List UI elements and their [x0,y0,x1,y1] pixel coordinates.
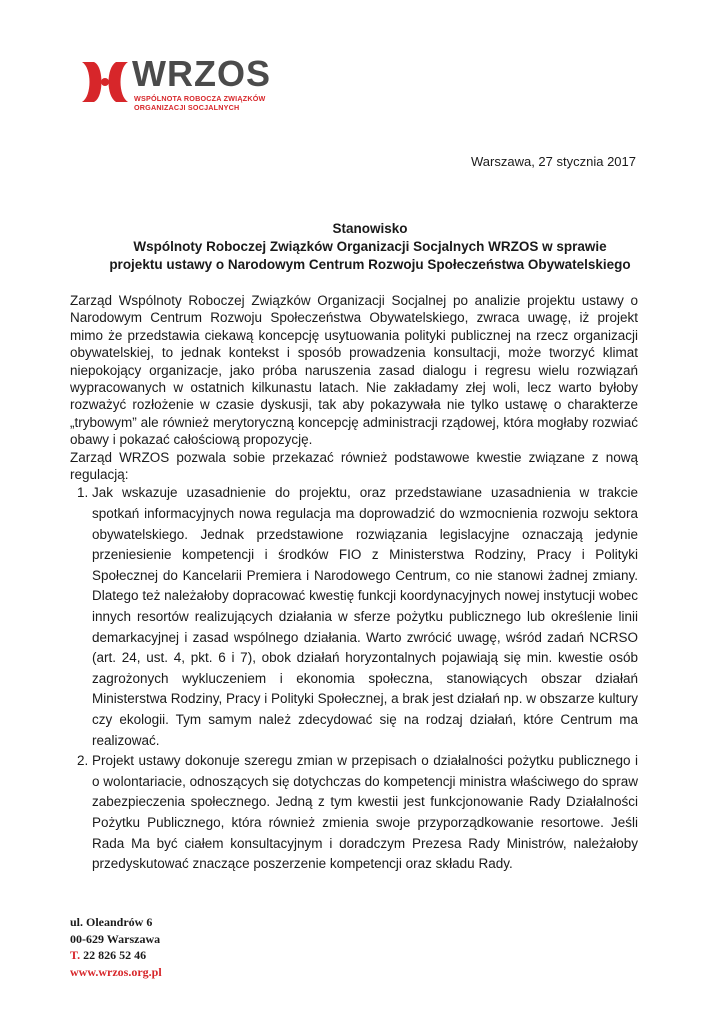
footer-address [70,914,162,980]
logo-word: WRZOS [132,53,271,94]
title-line-2: Wspólnoty Roboczej Związków Organizacji Socjalnych WRZOS w sprawie [133,239,607,254]
date-line: Warszawa, 27 stycznia 2017 [471,154,636,169]
wrzos-logo [78,53,271,116]
footer-street: ul. Oleandrów 6 [70,915,153,929]
footer-phone-line [70,947,162,964]
document-title [60,220,680,274]
footer-website-link[interactable]: www.wrzos.org.pl [70,964,162,979]
title-line-1: Stanowisko [332,221,408,236]
numbered-list [70,483,638,874]
wrzos-emblem-icon [78,56,130,108]
list-item: 2. Projekt ustawy dokonuje szeregu zmian w przepisach o działalności pożytku publicznego i o wolontariacie, odnoszących się dotychczas do kompetencji ministra właściwego do spraw zabezpieczenia społecznego. Jedną z tym kwestii jest funkcjonowanie Rady Działalności Pożytku Publicznego, która również zmienia swoje przyporządkowanie resortowe. Jeśli Rada Ma być ciałem konsultacyjnym i doradczym Prezesa Rady Ministrów, należałoby przedyskutować znaczące poszerzenie kompetencji oraz składu Rady. [92,751,638,875]
document-body [70,292,638,875]
list-item: 1. Jak wskazuje uzasadnienie do projektu, oraz przedstawiane uzasadnienia w trakcie spotkań informacyjnych nowa regulacja ma doprowadzić do wzmocnienia rozwoju sektora obywatelskiego. Jednak przedstawione rozwiązania legislacyjne oznaczają jedynie przeniesienie kompetencji i środków FIO z Ministerstwa Rodziny, Pracy i Polityki Społecznej do Kancelarii Premiera i Narodowego Centrum, co nie stanowi żadnej zmiany. Dlatego też należałoby dopracować kwestię funkcji koordynacyjnych nowej instytucji wobec innych resortów realizujących działania w sferze pożytku publicznego lub określenie linii demarkacyjnej i zasad wspólnego działania. Warto zwrócić uwagę, wśród zadań NCRSO (art. 24, ust. 4, pkt. 6 i 7), obok działań horyzontalnych pojawiają się min. kwestie osób zagrożonych wykluczeniem i ekonomia społeczna, stanowiących obszar działań Ministerstwa Rodziny, Pracy i Polityki Społecznej, a brak jest działań np. w obszarze kultury czy ekologii. Tym samym należ zdecydować się na rodzaj działań, które Centrum ma realizować. [92,483,638,751]
logo-subtitle-line1: WSPÓLNOTA ROBOCZA ZWIĄZKÓW [134,94,266,103]
footer-phone: 22 826 52 46 [83,948,147,962]
paragraph-intro: Zarząd Wspólnoty Roboczej Związków Organizacji Socjalnej po analizie projektu ustawy o Narodowym Centrum Rozwoju Społeczeństwa Obywatelskiego, zwraca uwagę, iż projekt mimo że przedstawia ciekawą koncepcję usytuowania polityki publicznej na rzecz organizacji obywatelskiej, to jednak kontekst i sposób prowadzenia konsultacji, może tworzyć klimat niepokojący organizacje, jako próba naruszenia zasad dialogu i regresu wielu rozwiązań wypracowanych w ostatnich kilkunastu latach. Nie zakładamy złej woli, lecz warto byłoby rozważyć rozłożenie w czasie dyskusji, tak aby pokazywała nie tylko ustawę o charakterze „trybowym” ale również merytoryczną koncepcję administracji rządowej, która mogłaby rozwiać obawy i pokazać całościową propozycję. [70,293,638,448]
logo-subtitle-line2: ORGANIZACJI SOCJALNYCH [134,103,240,112]
footer-city: 00-629 Warszawa [70,931,161,946]
phone-prefix: T. [70,948,81,962]
paragraph-lead: Zarząd WRZOS pozwala sobie przekazać również podstawowe kwestie związane z nową regulacją: [70,449,638,483]
title-line-3: projektu ustawy o Narodowym Centrum Rozwoju Społeczeństwa Obywatelskiego [109,257,631,272]
